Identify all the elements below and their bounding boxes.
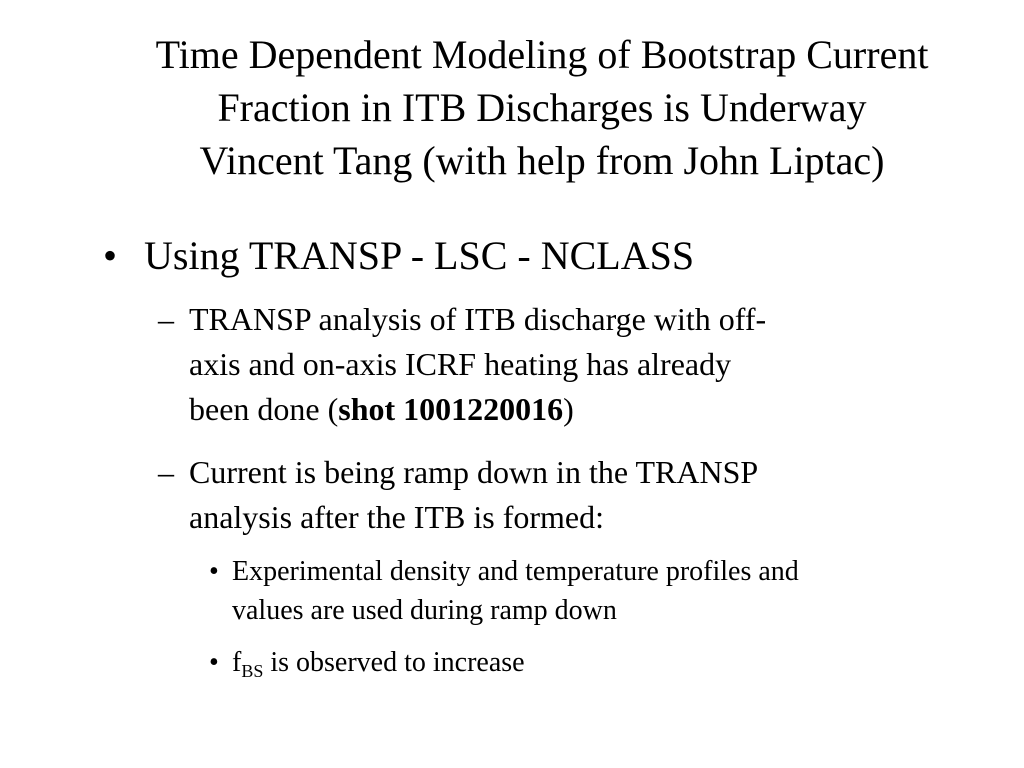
shot-number: shot 1001220016 bbox=[338, 391, 564, 427]
sub-bullet-2-line-1: Current is being ramp down in the TRANSP bbox=[189, 454, 759, 490]
title-line-3: Vincent Tang (with help from John Liptac) bbox=[199, 138, 885, 183]
fbs-symbol: f bbox=[232, 647, 242, 678]
dash-marker: – bbox=[158, 454, 174, 490]
bullet-using-transp bbox=[103, 232, 694, 280]
bullet-marker: • bbox=[103, 233, 118, 278]
sub-sub-bullet-2-line-1 bbox=[232, 643, 525, 682]
fbs-text: is observed to increase bbox=[263, 647, 525, 678]
sub-bullet-1-line-1: TRANSP analysis of ITB discharge with off- bbox=[189, 301, 767, 337]
bullet-marker: • bbox=[209, 556, 219, 587]
line-3-suffix: ) bbox=[563, 391, 574, 427]
sub-bullet-1-line-3 bbox=[189, 387, 766, 432]
sub-sub-bullet-1-line-2: values are used during ramp down bbox=[232, 595, 617, 626]
dash-marker: – bbox=[158, 301, 174, 337]
slide-title bbox=[60, 28, 1024, 187]
title-line-2: Fraction in ITB Discharges is Underway bbox=[217, 85, 867, 130]
line-3-prefix: been done ( bbox=[189, 391, 339, 427]
title-line-1: Time Dependent Modeling of Bootstrap Current bbox=[155, 32, 929, 77]
bullet-marker: • bbox=[209, 647, 219, 678]
sub-bullet-1-line-2: axis and on-axis ICRF heating has already bbox=[189, 346, 732, 382]
bullet-text: Using TRANSP - LSC - NCLASS bbox=[144, 233, 695, 278]
sub-bullet-2-line-2: analysis after the ITB is formed: bbox=[189, 499, 604, 535]
sub-sub-bullet-1-line-1: Experimental density and temperature profiles and bbox=[232, 556, 799, 587]
fbs-subscript: BS bbox=[241, 661, 264, 681]
